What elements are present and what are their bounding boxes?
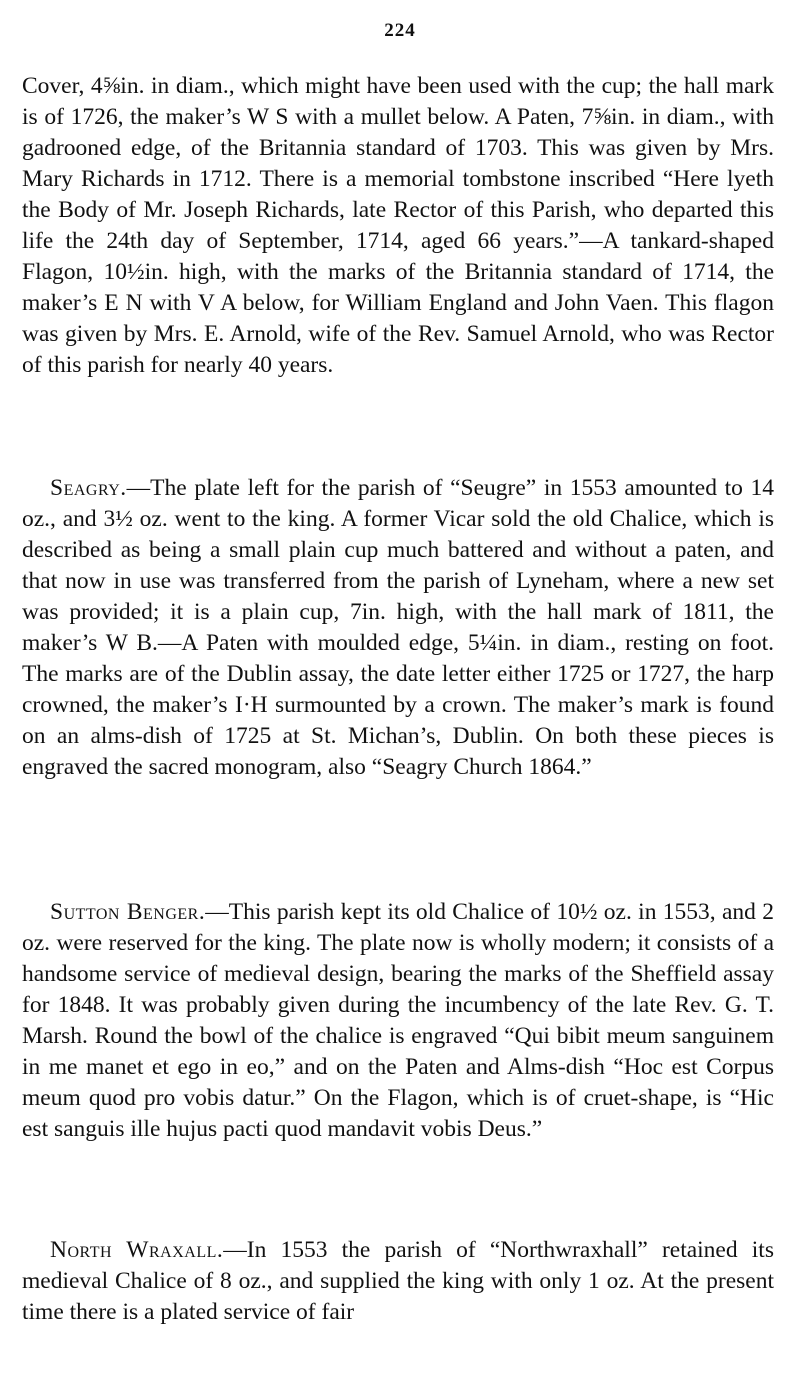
paragraph-cover-and-paten (22, 71, 774, 381)
paragraph-seagry (22, 473, 774, 783)
paragraph-text: —This parish kept its old Chalice of 10½ oz. in 1553, and 2 oz. were reserved for the king. The plate now is wholly modern; it consists of a handsome service of medieval design, bearing the marks of the Sheffield assay for 1848. It was probably given during the incumbency of the late Rev. G. T. Marsh. Round the bowl of the chalice is engraved “Qui bibit meum sanguinem in me manet et ego in eo,” and on the Paten and Alms-dish “Hoc est Corpus meum quod pro vobis datur.” On the Flagon, which is of cruet-shape, is “Hic est sanguis ille hujus pacti quod mandavit vobis Deus.” (22, 899, 775, 1142)
paragraph-text: Cover, 4⅝in. in diam., which might have been used with the cup; the hall mark is of 1726, the maker’s W S with a mullet below. A Paten, 7⅝in. in diam., with gadrooned edge, of the Britannia standard of 1703. This was given by Mrs. Mary Richards in 1712. There is a memorial tombstone inscribed “Here lyeth the Body of Mr. Joseph Richards, late Rector of this Parish, who departed this life the 24th day of September, 1714, aged 66 years.”—A tankard-shaped Flagon, 10½in. high, with the marks of the Britannia standard of 1714, the maker’s E N with V A below, for William England and John Vaen. This flagon was given by Mrs. E. Arnold, wife of the Rev. Samuel Arnold, who was Rector of this parish for nearly 40 years. (22, 73, 774, 378)
section-heading-seagry: Seagry. (50, 475, 127, 501)
paragraph-north-wraxall (22, 1235, 774, 1328)
page-number: 224 (384, 20, 416, 41)
section-heading-north-wraxall: North Wraxall. (50, 1237, 224, 1263)
paragraph-sutton-benger (22, 897, 774, 1145)
section-heading-sutton-benger: Sutton Benger. (50, 899, 206, 925)
paragraph-text: —The plate left for the parish of “Seugre” in 1553 amounted to 14 oz., and 3½ oz. went to the king. A former Vicar sold the old Chalice, which is described as being a small plain cup much battered and without a paten, and that now in use was transferred from the parish of Lyneham, where a new set was provided; it is a plain cup, 7in. high, with the hall mark of 1811, the maker’s W B.—A Paten with moulded edge, 5¼in. in diam., resting on foot. The marks are of the Dublin assay, the date letter either 1725 or 1727, the harp crowned, the maker’s I·H surmounted by a crown. The maker’s mark is found on an alms-dish of 1725 at St. Michan’s, Dublin. On both these pieces is engraved the sacred monogram, also “Seagry Church 1864.” (22, 475, 774, 780)
paragraph-text: —In 1553 the parish of “Northwraxhall” retained its medieval Chalice of 8 oz., and supplied the king with only 1 oz. At the present time there is a plated service of fair (22, 1237, 774, 1325)
